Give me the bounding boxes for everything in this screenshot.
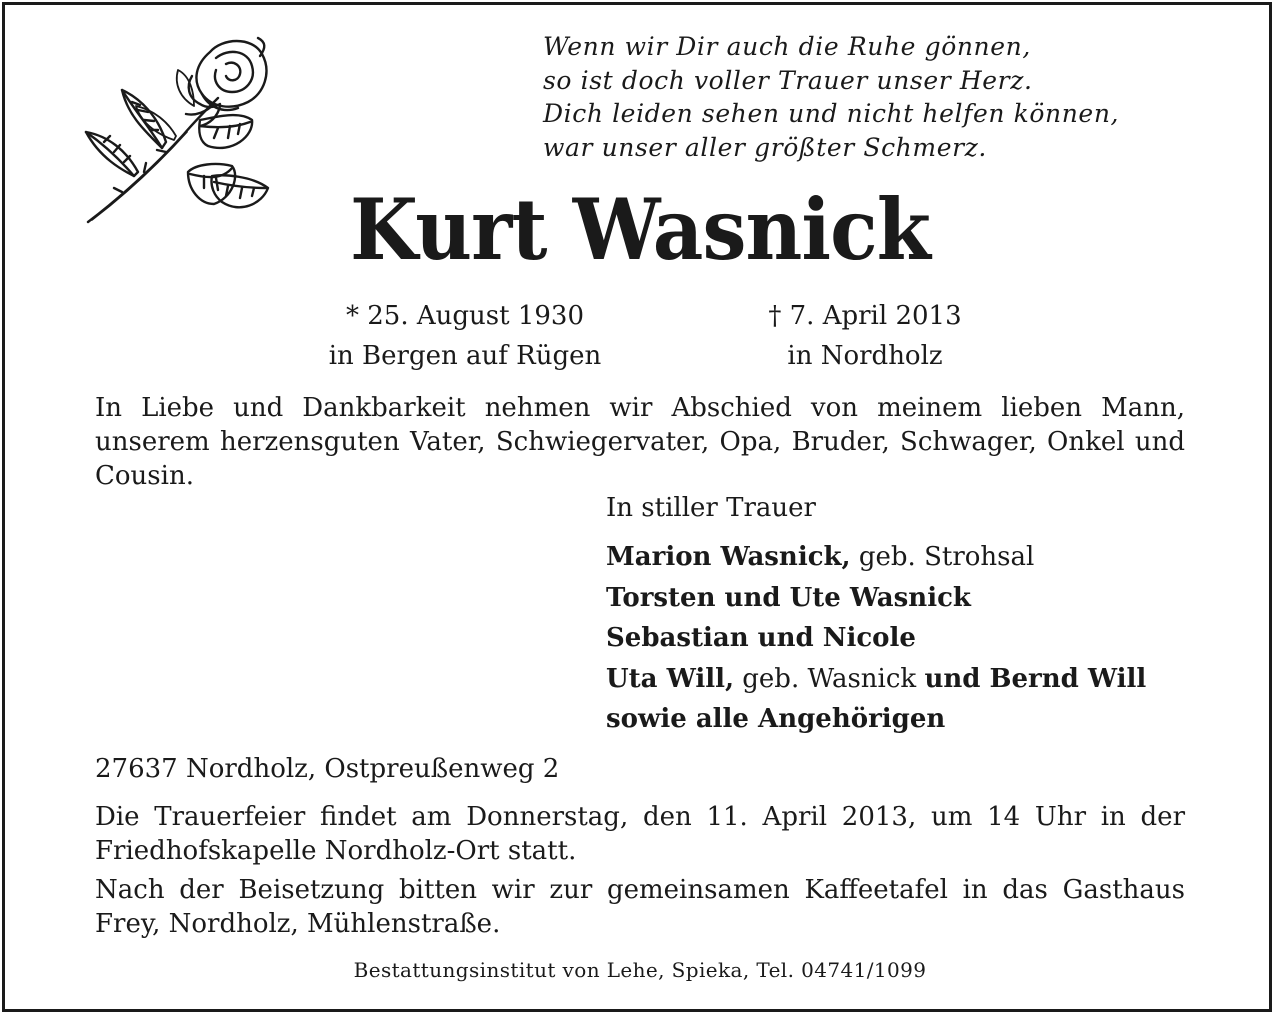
family-list <box>606 537 1196 740</box>
poem-line: war unser aller größter Schmerz. <box>543 132 987 162</box>
family-member: Sebastian und Nicole <box>606 623 916 653</box>
poem-line: Dich leiden sehen und nicht helfen können, <box>543 99 1120 128</box>
member-partner: und Bernd Will <box>924 663 1147 694</box>
funeral-home-footer: Bestattungsinstitut von Lehe, Spieka, Tel. 04741/1099 <box>353 958 927 982</box>
address: 27637 Nordholz, Ostpreußenweg 2 <box>95 754 560 784</box>
death-date: † 7. April 2013 <box>768 301 962 331</box>
death-place: in Nordholz <box>787 341 943 371</box>
tribute-text: In Liebe und Dankbarkeit nehmen wir Abschied von meinem lieben Mann, unserem herzensguten Vater, Schwiegervater, Opa, Bruder, Schwager, Onkel und Cousin. <box>95 393 1185 491</box>
birth-info <box>270 296 660 376</box>
poem <box>543 30 1243 164</box>
birth-place: in Bergen auf Rügen <box>328 341 602 371</box>
death-info <box>670 296 1060 376</box>
family-member: Torsten und Ute Wasnick <box>606 582 971 613</box>
member-maiden-name: geb. Strohsal <box>850 542 1035 572</box>
poem-line: Wenn wir Dir auch die Ruhe gönnen, <box>543 32 1031 61</box>
member-name: Marion Wasnick, <box>606 542 851 572</box>
ceremony-text: Die Trauerfeier findet am Donnerstag, den 11. April 2013, um 14 Uhr in der Friedhofskapelle Nordholz-Ort statt. <box>95 802 1185 866</box>
family-member <box>606 659 1196 700</box>
member-name: Uta Will, <box>606 663 735 694</box>
family-member <box>606 537 1196 578</box>
member-maiden-name: geb. Wasnick <box>734 663 925 694</box>
family-relatives: sowie alle Angehörigen <box>606 704 946 734</box>
birth-date: * 25. August 1930 <box>345 301 584 331</box>
mourning-intro: In stiller Trauer <box>606 493 816 523</box>
poem-line: so ist doch voller Trauer unser Herz. <box>543 65 1033 95</box>
deceased-name: Kurt Wasnick <box>350 180 930 279</box>
reception-text: Nach der Beisetzung bitten wir zur gemeinsamen Kaffeetafel in das Gasthaus Frey, Nordholz, Mühlenstraße. <box>95 875 1185 939</box>
